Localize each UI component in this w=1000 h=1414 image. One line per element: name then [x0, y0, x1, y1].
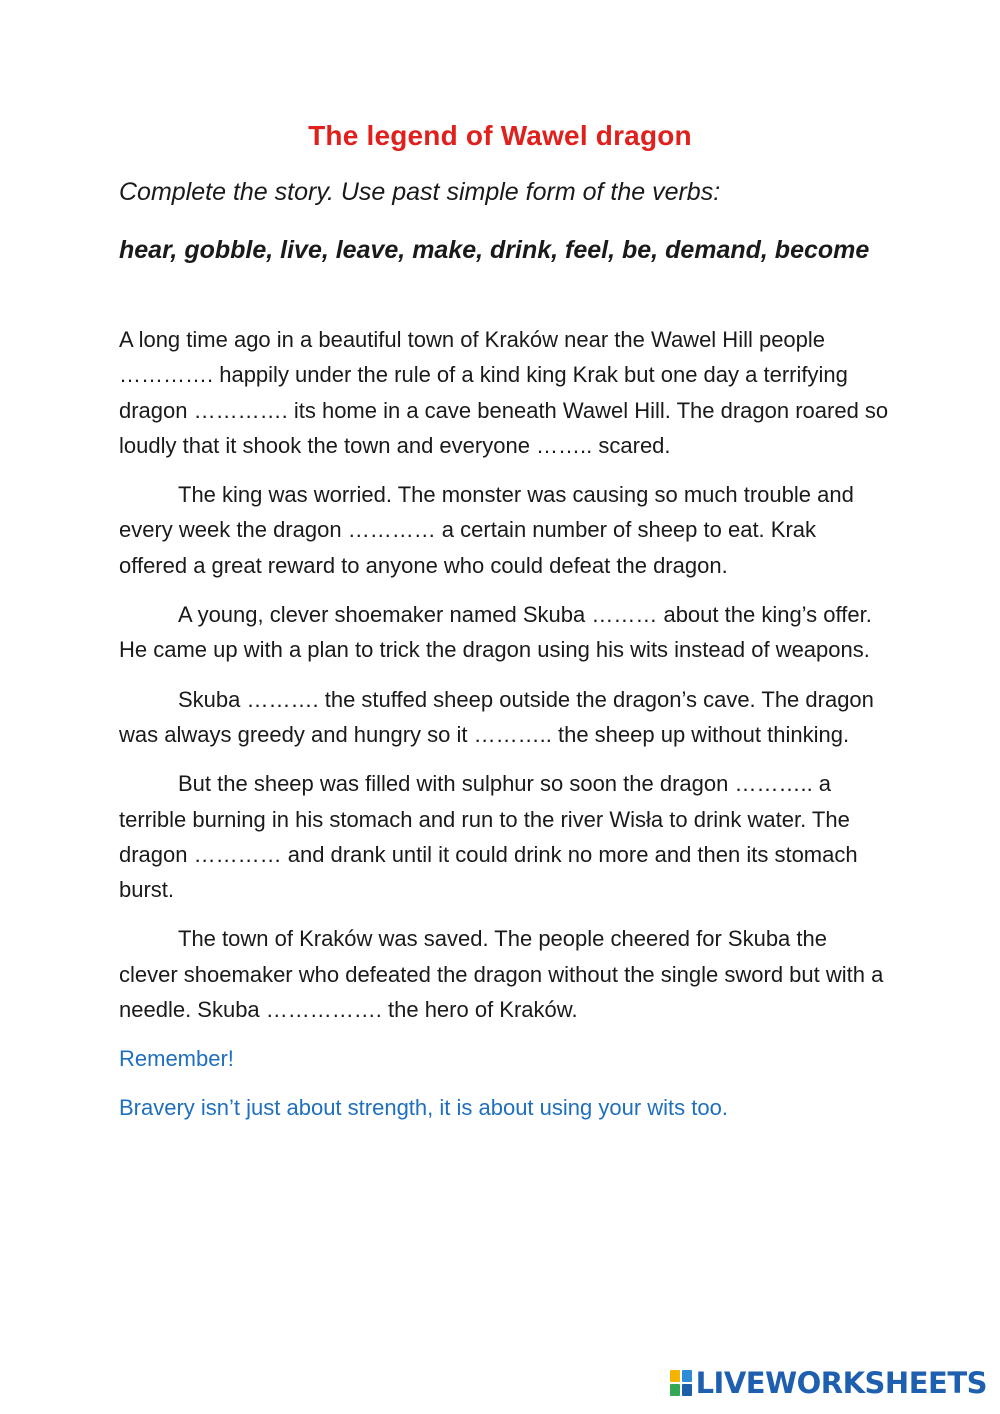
- story-paragraph-4: Skuba ………. the stuffed sheep outside the dragon’s cave. The dragon was always greedy and hungry so it ……….. the sheep up without thinking.: [119, 686, 874, 747]
- story-paragraph-6: The town of Kraków was saved. The people cheered for Skuba the clever shoemaker who defeated the dragon without the single sword but with a needle. Skuba ……………. the hero of Kraków.: [119, 926, 884, 1023]
- liveworksheets-logo-icon: [670, 1370, 692, 1396]
- story-paragraph-2: The king was worried. The monster was causing so much trouble and every week the dragon ………… a certain number of sheep to eat. Krak offered a great reward to anyone who could defeat the dragon.: [119, 482, 854, 578]
- instruction-text: Complete the story. Use past simple form of the verbs:: [119, 178, 721, 206]
- story-paragraph-1: A long time ago in a beautiful town of Kraków near the Wawel Hill people …………. happily under the rule of a kind king Krak but one day a terrifying dragon …………. its home in a cave beneath Wawel Hill. The dragon roared so loudly that it shook the town and everyone …….. scared.: [119, 327, 889, 458]
- story-paragraph-5: But the sheep was filled with sulphur so soon the dragon ……….. a terrible burning in his stomach and run to the river Wisła to drink water. The dragon ………… and drank until it could drink no more and then its stomach burst.: [119, 771, 858, 903]
- remember-label: Remember!: [119, 1046, 234, 1072]
- brand-wordmark: LIVEWORKSHEETS: [695, 1366, 987, 1400]
- liveworksheets-brand: [670, 1366, 987, 1400]
- story-paragraph-3: A young, clever shoemaker named Skuba ……… about the king’s offer. He came up with a plan to trick the dragon using his wits instead of weapons.: [119, 602, 872, 663]
- verb-list: hear, gobble, live, leave, make, drink, feel, be, demand, become: [119, 236, 870, 264]
- moral-text: Bravery isn’t just about strength, it is about using your wits too.: [119, 1095, 728, 1121]
- story-body: [119, 322, 889, 1139]
- worksheet-title: The legend of Wawel dragon: [308, 120, 692, 151]
